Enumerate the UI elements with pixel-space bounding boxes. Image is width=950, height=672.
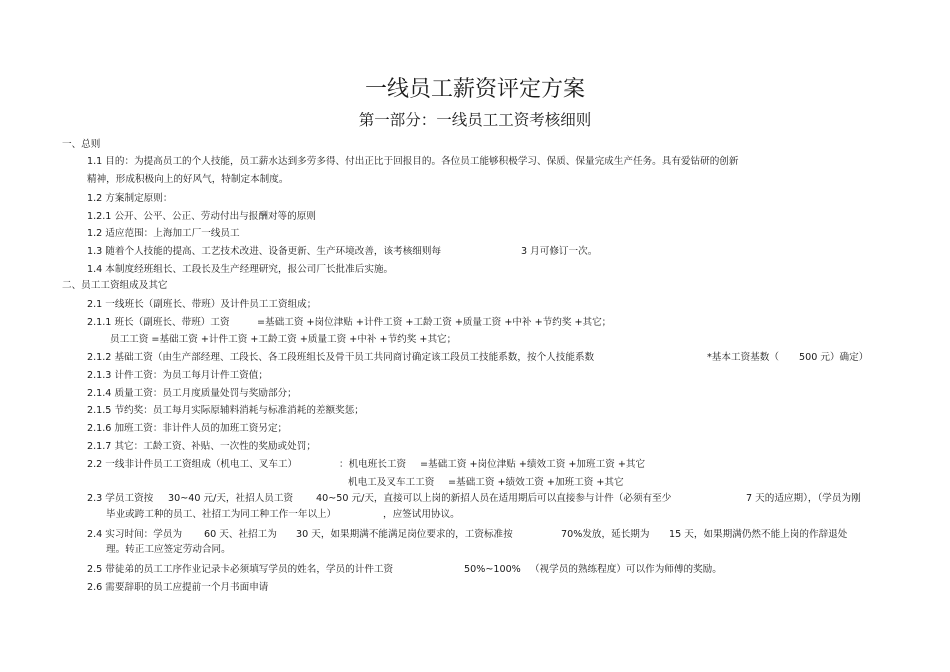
paragraph-line: 1.4 本制度经班组长、工段长及生产经理研究，报公司厂长批准后实施。 [87, 264, 394, 275]
paragraph-line: （视学员的熟练程度）可以作为师傅的奖励。 [530, 564, 722, 575]
document-subtitle: 第一部分：一线员工工资考核细则 [358, 111, 592, 129]
paragraph-line: 机电工及叉车工工资 [348, 477, 435, 488]
paragraph-line: 2.1.4 质量工资：员工月度质量处罚与奖励部分； [87, 388, 297, 399]
paragraph-line: =基础工资 +岗位津贴 +计件工资 +工龄工资 +质量工资 +中补 +节约奖 +其它； [257, 317, 612, 328]
paragraph-line: 2.1.3 计件工资：为员工每月计件工资值； [87, 370, 268, 381]
section-heading: 一、总则 [62, 139, 101, 150]
paragraph-line: 2.6 需要辞职的员工应提前一个月书面申请 [87, 582, 269, 593]
paragraph-line: 30~40 元/天，社招人员工资 [168, 493, 294, 504]
paragraph-line: 2.5 带徒弟的员工工序作业记录卡必须填写学员的姓名，学员的计件工资 [87, 564, 394, 575]
paragraph-line: 50%~100% [464, 564, 521, 575]
paragraph-line: 2.1.1 班长（副班长、带班）工资 [87, 317, 230, 328]
paragraph-line: 1.3 随着个人技能的提高、工艺技术改进、设备更新、生产环境改善，该考核细则每 [87, 246, 442, 257]
paragraph-line: 员工工资 =基础工资 +计件工资 +工龄工资 +质量工资 +中补 +节约奖 +其它； [110, 334, 457, 345]
paragraph-line: 1.2.1 公开、公平、公正、劳动付出与报酬对等的原则 [87, 211, 316, 222]
paragraph-line: ：机电班长工资 [339, 459, 407, 470]
paragraph-line: 15 天，如果期满仍然不能上岗的作辞退处 [669, 529, 848, 540]
paragraph-line: 2.1 一线班长（副班长、带班）及计件员工工资组成； [87, 299, 317, 310]
paragraph-line: 30 天，如果期满不能满足岗位要求的，工资标准按 [296, 529, 513, 540]
paragraph-line: 毕业或跨工种的员工、社招工为同工种工作一年以上） [106, 509, 337, 520]
paragraph-line: 1.2 适应范围：上海加工厂一线员工 [87, 228, 240, 239]
paragraph-line: 精神，形成积极向上的好风气，特制定本制度。 [87, 174, 289, 185]
paragraph-line: 2.1.5 节约奖：员工每月实际原辅料消耗与标准消耗的差额奖惩； [87, 405, 364, 416]
paragraph-line: 2.1.6 加班工资：非计件人员的加班工资另定； [87, 423, 288, 434]
paragraph-line: 40~50 元/天，直接可以上岗的新招人员在适用期后可以直接参与计件（必须有至少 [316, 493, 672, 504]
paragraph-line: 2.1.2 基础工资（由生产部经理、工段长、各工段班组长及骨干员工共同商讨确定该工段员工技能系数，按个人技能系数 [87, 352, 595, 363]
paragraph-line: *基本工资基数（ [707, 352, 779, 363]
document-title: 一线员工薪资评定方案 [364, 77, 585, 102]
paragraph-line: 3 月可修订一次。 [521, 246, 598, 257]
paragraph-line: =基础工资 +岗位津贴 +绩效工资 +加班工资 +其它 [420, 459, 646, 470]
section-heading: 二、员工工资组成及其它 [62, 280, 168, 291]
paragraph-line: 500 元）确定） [799, 352, 869, 363]
paragraph-line: 7 天的适应期），（学员为刚 [746, 493, 861, 504]
paragraph-line: 2.3 学员工资按 [87, 493, 154, 504]
paragraph-line: 理。转正工应签定劳动合同。 [106, 544, 231, 555]
paragraph-line: 2.2 一线非计件员工工资组成（机电工、叉车工） [87, 459, 298, 470]
paragraph-line: 70%发放，延长期为 [561, 529, 650, 540]
paragraph-line: ，应签试用协议。 [383, 509, 460, 520]
paragraph-line: 1.1 目的：为提高员工的个人技能，员工薪水达到多劳多得、付出正比于回报目的。各位员工能够积极学习、保质、保量完成生产任务。具有爱钻研的创新 [87, 156, 739, 167]
paragraph-line: 2.4 实习时间：学员为 [87, 529, 183, 540]
paragraph-line: 2.1.7 其它：工龄工资、补贴、一次性的奖励或处罚； [87, 441, 316, 452]
paragraph-line: 60 天、社招工为 [204, 529, 277, 540]
paragraph-line: 1.2 方案制定原则： [87, 193, 173, 204]
paragraph-line: =基础工资 +绩效工资 +加班工资 +其它 [448, 477, 624, 488]
